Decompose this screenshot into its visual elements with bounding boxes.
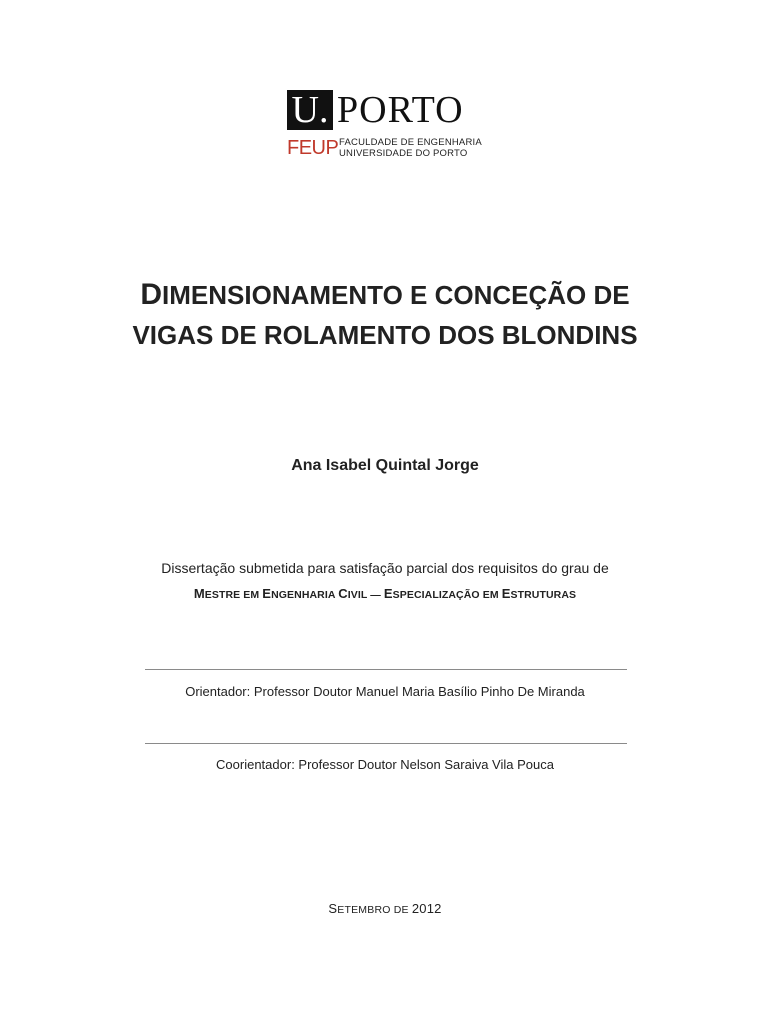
title-line-2: VIGAS DE ROLAMENTO DOS BLONDINS: [132, 320, 638, 350]
advisor-signature-line: [145, 669, 627, 670]
faculty-name-line1: FACULDADE DE ENGENHARIA: [339, 137, 482, 148]
degree-initial-e: E: [262, 586, 272, 601]
logo-porto-text: PORTO: [337, 89, 464, 131]
title-initial: D: [140, 278, 163, 311]
uporto-wordmark: [287, 90, 464, 130]
date-initial: S: [328, 901, 338, 916]
university-logo: [287, 90, 497, 170]
coadvisor-name: Coorientador: Professor Doutor Nelson Saraiva Vila Pouca: [216, 757, 554, 772]
dissertation-statement: Dissertação submetida para satisfação parcial dos requisitos do grau de: [161, 560, 609, 576]
degree-word-civil: IVIL: [347, 589, 368, 601]
degree-initial-st: E: [501, 586, 511, 601]
submission-date: [0, 901, 770, 916]
degree-dash: —: [370, 589, 381, 601]
title-line1-rest: IMENSIONAMENTO E CONCEÇÃO DE: [162, 280, 630, 310]
author-name: Ana Isabel Quintal Jorge: [291, 457, 479, 474]
degree-name: [0, 586, 770, 601]
degree-initial-c: C: [338, 586, 348, 601]
faculty-name-line2: UNIVERSIDADE DO PORTO: [339, 148, 468, 159]
degree-word-engenharia: NGENHARIA: [271, 589, 336, 601]
date-year: 2012: [411, 901, 442, 916]
faculty-name: [339, 137, 482, 159]
feup-wordmark: [287, 137, 482, 159]
advisor-name: Orientador: Professor Doutor Manuel Maria Basílio Pinho De Miranda: [185, 684, 585, 699]
degree-word-estruturas: STRUTURAS: [510, 589, 577, 601]
thesis-title: [0, 275, 770, 355]
logo-feup-text: FEUP: [287, 137, 339, 159]
degree-word-mestre-em: ESTRE EM: [204, 589, 260, 601]
degree-initial-m: M: [193, 586, 205, 601]
degree-word-especializacao-em: SPECIALIZAÇÃO EM: [392, 589, 499, 601]
logo-u-letter: U.: [287, 90, 333, 130]
title-line-1: [0, 275, 770, 315]
date-month: ETEMBRO DE: [337, 904, 409, 916]
coadvisor-signature-line: [145, 743, 627, 744]
degree-initial-s: E: [383, 586, 393, 601]
